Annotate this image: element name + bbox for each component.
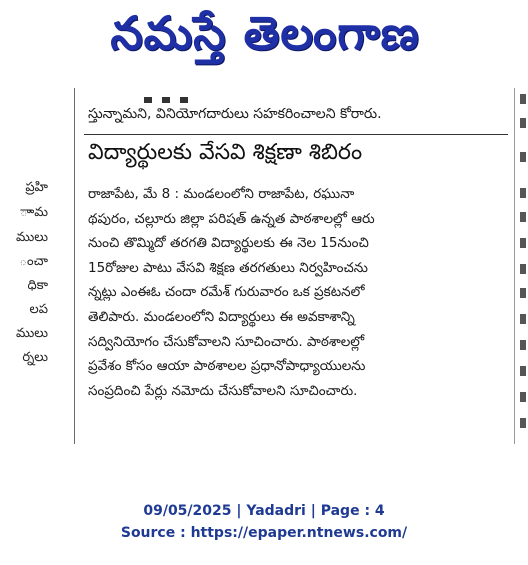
fragment-line: ాామ xyxy=(19,205,48,220)
newspaper-clipping xyxy=(0,88,528,448)
fragment-line: ప్రహి xyxy=(25,180,48,195)
article-line: నుంచి తొమ్మిదో తరగతి విద్యార్థులకు ఈ నెల 15నుంచి xyxy=(88,235,369,252)
fragment-line: ములు xyxy=(16,326,48,341)
fragment-line: లప xyxy=(29,302,48,317)
edition-info: 09/05/2025 | Yadadri | Page : 4 xyxy=(143,503,385,519)
fragment-line: ధికా xyxy=(27,278,48,293)
article-line: తెలిపారు. మండలంలోని విద్యార్థులు ఈ అవకాశాన్ని xyxy=(88,308,355,325)
fragment-line: ములు xyxy=(16,230,48,245)
fragment-line: ంచా xyxy=(19,254,48,269)
article-line: థపురం, చల్లూరు జిల్లా పరిషత్ ఉన్నత పాఠశాలల్లో ఆరు xyxy=(88,210,375,227)
edge-mark xyxy=(520,94,526,104)
edge-mark xyxy=(520,152,526,162)
adjacent-column-fragment xyxy=(0,88,48,448)
previous-article-cut-line xyxy=(144,88,204,94)
fragment-line: ర్నలు xyxy=(22,350,48,365)
edge-mark xyxy=(520,264,526,274)
edge-mark xyxy=(520,366,526,376)
edge-mark xyxy=(520,212,526,222)
article-line: సంప్రదించి పేర్లు నమోదు చేసుకోవాలని సూచించారు. xyxy=(88,382,358,399)
article-separator-rule xyxy=(84,134,508,135)
edge-mark xyxy=(520,238,526,248)
article-line: సద్వినియోగం చేసుకోవాలని సూచించారు. పాఠశాలల్లో xyxy=(88,333,365,350)
adjacent-column-edge xyxy=(518,88,528,448)
source-footer xyxy=(0,500,528,544)
edge-mark xyxy=(520,418,526,428)
column-divider xyxy=(74,88,75,444)
source-url: Source : https://epaper.ntnews.com/ xyxy=(120,525,408,541)
edge-mark xyxy=(520,392,526,402)
edge-mark xyxy=(520,288,526,298)
edge-mark xyxy=(520,340,526,350)
edge-mark xyxy=(520,118,526,128)
article-line: న్నట్లు ఎంఈఓ చందా రమేశ్ గురువారం ఒక ప్రకటనలో xyxy=(88,284,365,301)
previous-article-tail: స్తున్నామని, వినియోగదారులు సహకరించాలని కోరారు. xyxy=(88,106,382,122)
article-body xyxy=(88,182,504,403)
edge-mark xyxy=(520,188,526,198)
article-headline: విద్యార్థులకు వేసవి శిక్షణా శిబిరం xyxy=(88,140,363,165)
article-line: రాజాపేట, మే 8 : మండలంలోని రాజాపేట, రఘునా xyxy=(88,186,355,202)
edge-mark xyxy=(520,314,526,324)
article-line: ప్రవేశం కోసం ఆయా పాఠశాలల ప్రధానోపాధ్యాయులను xyxy=(88,358,366,375)
column-divider-right xyxy=(514,88,515,444)
article-line: 15రోజుల పాటు వేసవి శిక్షణ తరగతులు నిర్వహించను xyxy=(88,259,368,276)
newspaper-masthead: నమస్తే తెలంగాణ xyxy=(110,6,420,60)
